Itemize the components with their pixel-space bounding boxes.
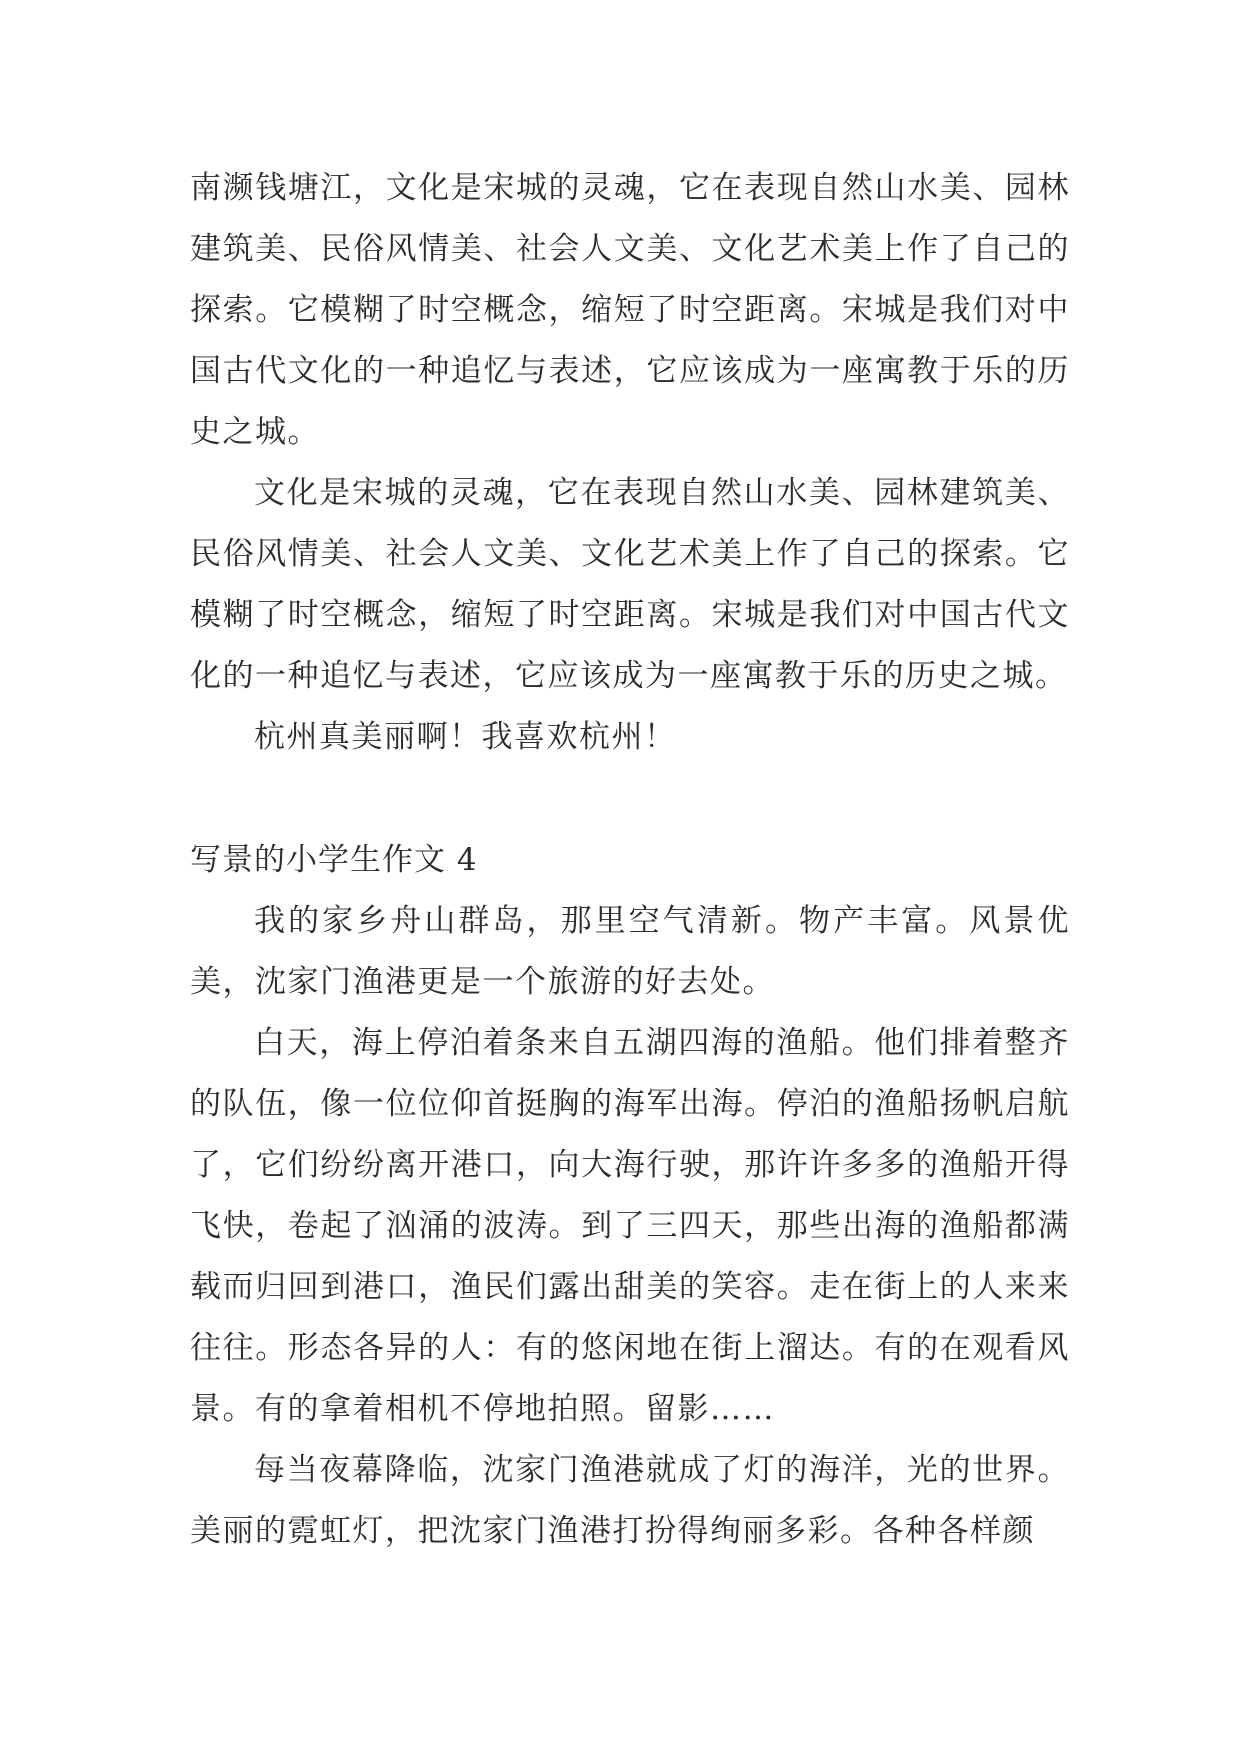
section-title: 写景的小学生作文 4 xyxy=(190,842,478,878)
document-body xyxy=(190,158,1070,1562)
paragraph-songcheng-intro: 南濒钱塘江，文化是宋城的灵魂，它在表现自然山水美、园林建筑美、民俗风情美、社会人文美、文化艺术美上作了自己的探索。它模糊了时空概念，缩短了时空距离。宋城是我们对中国古代文化的一种追忆与表述，它应该成为一座寓教于乐的历史之城。 xyxy=(190,170,1070,450)
paragraph-daytime: 白天，海上停泊着条来自五湖四海的渔船。他们排着整齐的队伍，像一位位仰首挺胸的海军出海。停泊的渔船扬帆启航了，它们纷纷离开港口，向大海行驶，那许许多多的渔船开得飞快，卷起了汹涌的波涛。到了三四天，那些出海的渔船都满载而归回到港口，渔民们露出甜美的笑容。走在街上的人来来往往。形态各异的人：有的悠闲地在街上溜达。有的在观看风景。有的拿着相机不停地拍照。留影…… xyxy=(190,1025,1070,1427)
paragraph-hangzhou-closing: 杭州真美丽啊！我喜欢杭州！ xyxy=(254,719,677,755)
paragraph-night: 每当夜幕降临，沈家门渔港就成了灯的海洋，光的世界。美丽的霓虹灯，把沈家门渔港打扮得绚丽多彩。各种各样颜 xyxy=(190,1452,1070,1549)
paragraph-songcheng-culture: 文化是宋城的灵魂，它在表现自然山水美、园林建筑美、民俗风情美、社会人文美、文化艺术美上作了自己的探索。它模糊了时空概念，缩短了时空距离。宋城是我们对中国古代文化的一种追忆与表述，它应该成为一座寓教于乐的历史之城。 xyxy=(190,475,1070,694)
paragraph-hometown: 我的家乡舟山群岛，那里空气清新。物产丰富。风景优美，沈家门渔港更是一个旅游的好去处。 xyxy=(190,903,1070,1000)
